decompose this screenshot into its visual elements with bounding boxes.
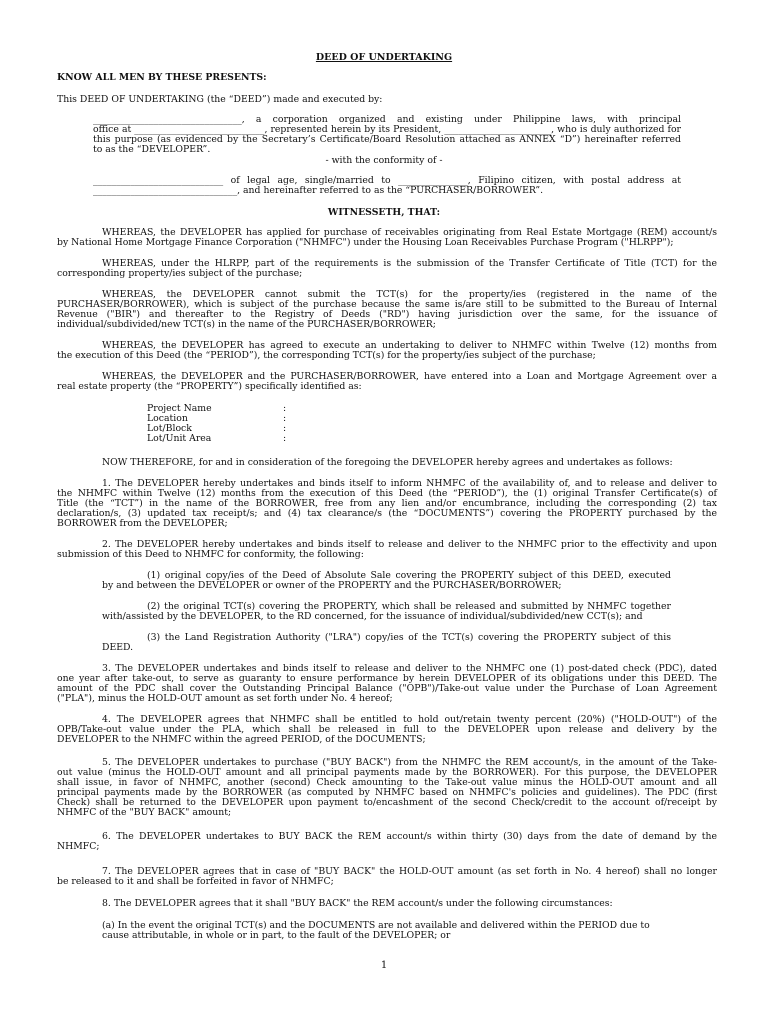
paragraph-line: one year after take-out, to serve as guaranty to ensure performance by herein DEVELOPER of its obligations under this DEED. The (57, 673, 717, 684)
whereas-line: PURCHASER/BORROWER), which is subject of the purchase because the same is/are still to be submitted to the Bureau of Internal (57, 299, 717, 310)
sub-item-line: with/assisted by the DEVELOPER, to the RD concerned, for the issuance of individual/subdivided/new CCT(s); and (102, 611, 643, 622)
whereas-line: Revenue ("BIR") and thereafter to the Registry of Deeds ("RD") having jurisdiction over the same, for the issuance of (57, 309, 717, 320)
paragraph-line: ("PLA"), minus the HOLD-OUT amount as set forth under No. 4 hereof; (57, 693, 393, 704)
whereas-line: WHEREAS, under the HLRPP, part of the requirements is the submission of the Transfer Certificate of Title (TCT) for the (102, 258, 717, 269)
paragraph-line: 3. The DEVELOPER undertakes and binds itself to release and deliver to the NHMFC one (1) post-dated check (PDC), dated (102, 663, 717, 674)
field-colon: : (283, 423, 287, 434)
whereas-line: by National Home Mortgage Finance Corporation ("NHMFC") under the Housing Loan Receivables Purchase Program ("HLRPP"); (57, 237, 674, 248)
paragraph-line: 6. The DEVELOPER undertakes to BUY BACK the REM account/s within thirty (30) days from the date of demand by the (102, 831, 717, 842)
know-all-men: KNOW ALL MEN BY THESE PRESENTS: (57, 72, 267, 83)
paragraph-line: 8. The DEVELOPER agrees that it shall "BUY BACK" the REM account/s under the following circumstances: (102, 898, 613, 909)
sub-item-line: (3) the Land Registration Authority ("LRA") copy/ies of the TCT(s) covering the PROPERTY subject of this (147, 632, 671, 643)
field-colon: : (283, 413, 287, 424)
paragraph-line: principal payments made by the BORROWER (as computed by NHMFC based on NHMFC's policies and guidelines). The PDC (first (57, 787, 717, 798)
sub-item-line: cause attributable, in whole or in part, to the fault of the DEVELOPER; or (102, 930, 451, 941)
paragraph-line: shall issue, in favor of NHMFC, another (second) Check amounting to the Take-out value minus the HOLD-OUT amount and all (57, 777, 717, 788)
whereas-line: WHEREAS, the DEVELOPER cannot submit the TCT(s) for the property/ies (registered in the name of the (102, 289, 717, 300)
field-colon: : (283, 433, 287, 444)
field-label: Lot/Unit Area (147, 433, 212, 444)
developer-line: this purpose (as evidenced by the Secretary’s Certificate/Board Resolution attached as ANNEX “D”) hereinafter referred (93, 134, 681, 145)
sub-item-line: by and between the DEVELOPER or owner of the PROPERTY and the PURCHASER/BORROWER; (102, 580, 562, 591)
sub-item-line: (1) original copy/ies of the Deed of Absolute Sale covering the PROPERTY subject of this DEED, executed (147, 570, 671, 581)
paragraph-line: 4. The DEVELOPER agrees that NHMFC shall be entitled to hold out/retain twenty percent (20%) ("HOLD-OUT") of the (102, 714, 717, 725)
developer-line: ________________________________, a corporation organized and existing under Philippine laws, with principal (93, 114, 681, 125)
now-therefore-line: NOW THEREFORE, for and in consideration of the foregoing the DEVELOPER hereby agrees and undertakes as follows: (102, 457, 673, 468)
buyer-line: _______________________________, and hereinafter referred to as the “PURCHASER/BORROWER”. (93, 185, 544, 196)
paragraph-line: OPB/Take-out value under the PLA, which shall be released in full to the DEVELOPER upon release and delivery by the (57, 724, 717, 735)
whereas-line: the execution of this Deed (the “PERIOD”), the corresponding TCT(s) for the property/ies subject of the purchase; (57, 350, 596, 361)
sub-item-line: (2) the original TCT(s) covering the PROPERTY, which shall be released and submitted by NHMFC together (147, 601, 671, 612)
document-title: DEED OF UNDERTAKING (315, 52, 453, 63)
whereas-line: WHEREAS, the DEVELOPER and the PURCHASER/BORROWER, have entered into a Loan and Mortgage Agreement over a (102, 371, 717, 382)
paragraph-line: DEVELOPER to the NHMFC within the agreed PERIOD, of the DOCUMENTS; (57, 734, 426, 745)
field-colon: : (283, 403, 287, 414)
whereas-line: WHEREAS, the DEVELOPER has agreed to execute an undertaking to deliver to NHMFC within Twelve (12) months from (102, 340, 717, 351)
paragraph-line: amount of the PDC shall cover the Outstanding Principal Balance ("OPB")/Take-out value under the Purchase of Loan Agreement (57, 683, 717, 694)
field-label: Location (147, 413, 188, 424)
developer-line: to as the “DEVELOPER”. (93, 144, 211, 155)
paragraph-line: the NHMFC within Twelve (12) months from the execution of this Deed (the “PERIOD”), the (1) original Transfer Certificate(s) of (57, 488, 717, 499)
paragraph-line: NHMFC of the "BUY BACK" amount; (57, 807, 232, 818)
paragraph-line: 7. The DEVELOPER agrees that in case of "BUY BACK" the HOLD-OUT amount (as set forth in No. 4 hereof) shall no longer (102, 866, 717, 877)
paragraph-line: be released to it and shall be forfeited in favor of NHMFC; (57, 876, 334, 887)
paragraph-line: submission of this Deed to NHMFC for conformity, the following: (57, 549, 364, 560)
field-label: Project Name (147, 403, 212, 414)
paragraph-line: out value (minus the HOLD-OUT amount and all principal payments made by the BORROWER). For this purpose, the DEVELOPER (57, 767, 717, 778)
whereas-line: individual/subdivided/new TCT(s) in the name of the PURCHASER/BORROWER; (57, 319, 436, 330)
witnesseth-heading: WITNESSETH, THAT: (327, 207, 441, 218)
whereas-line: WHEREAS, the DEVELOPER has applied for purchase of receivables originating from Real Estate Mortgage (REM) account/s (102, 227, 717, 238)
developer-line: office at ____________________________, represented herein by its President, _______________________, who is duly authorized for (93, 124, 681, 135)
sub-item-line: (a) In the event the original TCT(s) and the DOCUMENTS are not available and delivered within the PERIOD due to (102, 920, 650, 931)
page-number: 1 (380, 960, 388, 971)
buyer-line: ____________________________ of legal age, single/married to _______________, Filipino citizen, with postal address at (93, 175, 681, 186)
paragraph-line: 5. The DEVELOPER undertakes to purchase ("BUY BACK") from the NHMFC the REM account/s, in the amount of the Take- (102, 757, 717, 768)
intro-line: This DEED OF UNDERTAKING (the “DEED”) made and executed by: (57, 94, 383, 105)
paragraph-line: BORROWER from the DEVELOPER; (57, 518, 228, 529)
paragraph-line: Title (the “TCT”) in the name of the BORROWER, free from any lien and/or encumbrance, including the corresponding (2) tax (57, 498, 717, 509)
conformity-line: - with the conformity of - (325, 155, 443, 166)
paragraph-line: 1. The DEVELOPER hereby undertakes and binds itself to inform NHMFC of the availability of, and to release and deliver to (102, 478, 717, 489)
paragraph-line: NHMFC; (57, 841, 100, 852)
paragraph-line: Check) shall be returned to the DEVELOPER upon payment to/encashment of the second Check/credit to the account of/receipt by (57, 797, 717, 808)
paragraph-line: 2. The DEVELOPER hereby undertakes and binds itself to release and deliver to the NHMFC prior to the effectivity and upon (102, 539, 717, 550)
field-label: Lot/Block (147, 423, 192, 434)
sub-item-line: DEED. (102, 642, 134, 653)
whereas-line: corresponding property/ies subject of the purchase; (57, 268, 303, 279)
paragraph-line: declaration/s, (3) updated tax receipt/s; and (4) tax clearance/s (the “DOCUMENTS”) covering the PROPERTY purchased by the (57, 508, 717, 519)
whereas-line: real estate property (the “PROPERTY”) specifically identified as: (57, 381, 362, 392)
